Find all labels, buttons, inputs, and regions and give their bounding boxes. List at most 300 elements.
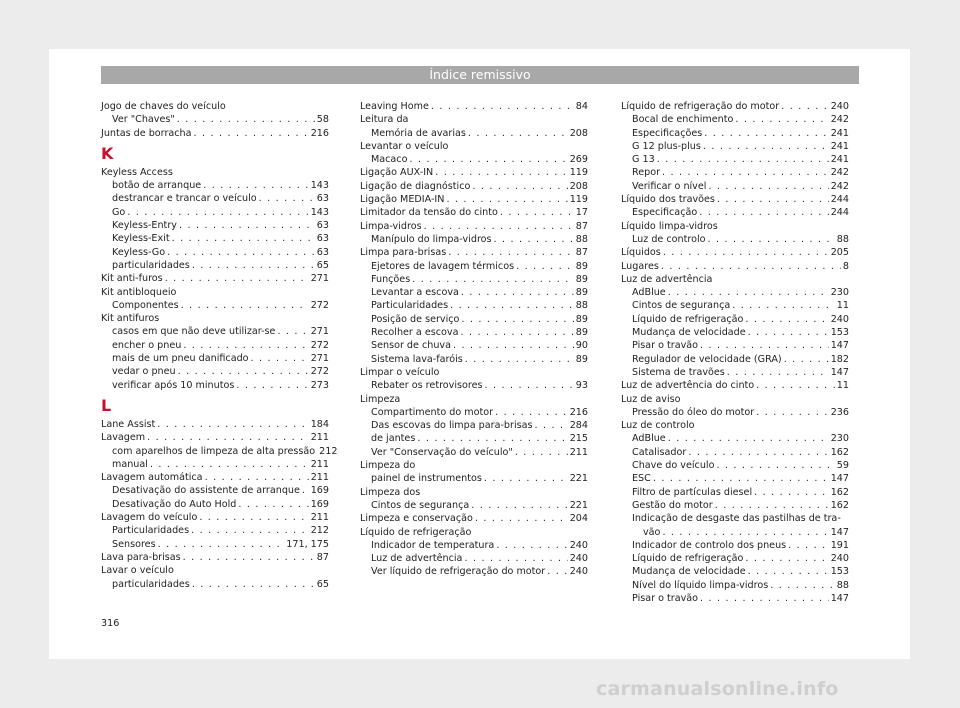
index-entry — [101, 299, 329, 312]
index-entry — [621, 233, 849, 246]
index-entry-term: Lugares — [621, 260, 659, 272]
dot-leader — [708, 233, 835, 246]
index-entry-term: destrancar e trancar o veículo — [112, 193, 257, 205]
index-entry — [360, 286, 588, 299]
index-entry-term: Luz de advertência do cinto — [621, 380, 755, 392]
index-entry-page: 221 — [569, 499, 588, 511]
dot-leader — [465, 353, 574, 366]
index-entry-term: Sensores — [112, 538, 156, 550]
dot-leader — [496, 539, 567, 552]
index-entry-term: casos em que não deve utilizar-se — [112, 326, 276, 338]
index-entry-page: 230 — [830, 287, 849, 299]
dot-leader — [788, 539, 829, 552]
index-heading: Kit antibloqueio — [101, 286, 177, 298]
index-entry-page: 11 — [836, 300, 849, 312]
index-entry-term: Sistema de travões — [632, 366, 725, 378]
index-entry — [360, 100, 588, 113]
index-entry-term: Desativação do assistente de arranque — [112, 485, 300, 497]
index-entry-term: mais de um pneu danificado — [112, 353, 249, 365]
dot-leader — [464, 552, 567, 565]
index-entry-term: Líquido dos travões — [621, 194, 715, 206]
index-entry — [621, 526, 849, 539]
index-entry-term: Go — [112, 206, 126, 218]
index-entry-term: Limpa-vidros — [360, 220, 422, 232]
index-entry — [101, 127, 329, 140]
index-entry-term: Filtro de partículas diesel — [632, 486, 753, 498]
index-entry — [360, 552, 588, 565]
dot-leader — [424, 220, 574, 233]
dot-leader — [194, 127, 309, 140]
index-entry-term: Líquido de refrigeração — [632, 553, 744, 565]
index-entry-page: 63 — [316, 246, 329, 258]
index-entry-page: 88 — [836, 579, 849, 591]
index-entry-page: 162 — [830, 446, 849, 458]
index-entry — [360, 246, 588, 259]
index-entry-page: 241 — [830, 140, 849, 152]
dot-leader — [181, 299, 309, 312]
index-entry-page: 89 — [575, 287, 588, 299]
index-entry — [360, 153, 588, 166]
dot-leader — [781, 100, 828, 113]
index-entry — [360, 353, 588, 366]
index-entry-page: 119 — [569, 194, 588, 206]
index-entry-term: Lavagem automática — [101, 472, 203, 484]
dot-leader — [179, 219, 315, 232]
dot-leader — [409, 153, 567, 166]
index-entry-page: 162 — [830, 486, 849, 498]
index-entry — [621, 206, 849, 219]
dot-leader — [431, 100, 574, 113]
index-heading: Limpeza dos — [360, 486, 421, 498]
dot-leader — [735, 113, 828, 126]
index-entry-page: 89 — [575, 260, 588, 272]
index-entry-term: Limpeza e conservação — [360, 513, 473, 525]
index-entry-page: 147 — [830, 340, 849, 352]
index-entry-term: AdBlue — [632, 433, 666, 445]
index-entry — [101, 339, 329, 352]
index-entry — [101, 431, 329, 444]
dot-leader — [662, 526, 828, 539]
index-entry — [621, 299, 849, 312]
index-entry-page: 89 — [575, 353, 588, 365]
index-entry — [360, 260, 588, 273]
index-entry — [360, 339, 588, 352]
dot-leader — [192, 578, 315, 591]
index-entry-page: 58 — [316, 114, 329, 126]
index-entry-page: 65 — [316, 578, 329, 590]
index-entry-page: 182 — [830, 353, 849, 365]
index-entry-term: Ligação AUX-IN — [360, 167, 434, 179]
dot-leader — [167, 246, 315, 259]
index-entry-term: Pressão do óleo do motor — [632, 406, 755, 418]
index-entry — [360, 273, 588, 286]
index-entry-page: 271 — [310, 353, 329, 365]
index-entry — [360, 326, 588, 339]
dot-leader — [748, 565, 829, 578]
index-entry-term: vedar o pneu — [112, 366, 176, 378]
index-entry-term: Sistema lava-faróis — [371, 353, 463, 365]
index-entry-term: Especificações — [632, 127, 703, 139]
dot-leader — [663, 246, 829, 259]
dot-leader — [178, 365, 309, 378]
index-entry-term: Macaco — [371, 154, 408, 166]
index-entry-term: Ligação de diagnóstico — [360, 180, 471, 192]
index-entry-page: 162 — [830, 499, 849, 511]
index-entry-page: 88 — [575, 233, 588, 245]
index-entry — [360, 446, 588, 459]
dot-leader — [708, 180, 828, 193]
dot-leader — [756, 379, 835, 392]
index-entry — [101, 471, 329, 484]
index-entry-page: 143 — [310, 206, 329, 218]
index-entry — [621, 153, 849, 166]
index-entry-term: Keyless-Go — [112, 246, 166, 258]
index-entry — [621, 499, 849, 512]
index-entry — [101, 578, 329, 591]
index-entry-page: 240 — [830, 553, 849, 565]
dot-leader — [238, 498, 308, 511]
dot-leader — [471, 499, 567, 512]
dot-leader — [653, 472, 829, 485]
index-entry-page: 212 — [319, 445, 338, 457]
index-entry — [621, 539, 849, 552]
index-entry-page: 88 — [575, 300, 588, 312]
index-entry-term: painel de instrumentos — [371, 473, 482, 485]
index-entry-page: 216 — [569, 406, 588, 418]
dot-leader — [460, 326, 573, 339]
index-entry-page: 205 — [830, 247, 849, 259]
index-entry-page: 169 — [310, 485, 329, 497]
index-entry-term: Pisar o travão — [632, 340, 699, 352]
index-entry — [101, 551, 329, 564]
index-entry — [360, 220, 588, 233]
index-entry-page: 271 — [310, 273, 329, 285]
dot-leader — [468, 127, 568, 140]
index-entry-term: Limpa para-brisas — [360, 247, 447, 259]
dot-leader — [203, 179, 308, 192]
index-entry-term: Manípulo do limpa-vidros — [371, 233, 492, 245]
index-entry-page: 153 — [830, 327, 849, 339]
index-letter-heading: L — [101, 395, 112, 415]
index-entry-page: 87 — [316, 551, 329, 563]
index-heading: Indicação de desgaste das pastilhas de tra- — [632, 513, 841, 525]
index-heading: Luz de aviso — [621, 393, 681, 405]
index-entry — [621, 260, 849, 273]
index-entry — [621, 180, 849, 193]
dot-leader — [748, 326, 829, 339]
index-entry-term: particularidades — [112, 578, 190, 590]
dot-leader — [668, 432, 829, 445]
index-entry — [360, 379, 588, 392]
index-entry — [360, 313, 588, 326]
dot-leader — [495, 406, 568, 419]
index-entry-page: 90 — [575, 340, 588, 352]
index-entry-term: Lava para-brisas — [101, 551, 181, 563]
index-entry — [360, 406, 588, 419]
dot-leader — [259, 192, 315, 205]
index-entry-page: 147 — [830, 592, 849, 604]
index-entry-page: 272 — [310, 339, 329, 351]
index-heading: Jogo de chaves do veículo — [101, 101, 226, 112]
index-entry-page: 240 — [830, 101, 849, 112]
index-entry — [360, 193, 588, 206]
index-entry — [621, 100, 849, 113]
index-entry — [621, 326, 849, 339]
index-entry-term: Limitador da tensão do cinto — [360, 207, 498, 219]
index-entry-term: Memória de avarias — [371, 127, 466, 139]
index-entry — [621, 193, 849, 206]
dot-leader — [662, 166, 829, 179]
index-entry — [101, 498, 329, 511]
dot-leader — [547, 565, 567, 578]
index-entry-term: Leaving Home — [360, 101, 429, 112]
index-entry-term: Cintos de segurança — [632, 300, 731, 312]
index-entry — [101, 484, 329, 497]
index-entry-page: 84 — [575, 101, 588, 112]
dot-leader — [251, 352, 309, 365]
dot-leader — [157, 418, 308, 431]
index-entry-term: Rebater os retrovisores — [371, 380, 483, 392]
index-entry-page: 211 — [310, 432, 329, 444]
index-entry-page: 271 — [310, 326, 329, 338]
index-entry-term: Luz de controlo — [632, 233, 706, 245]
index-entry-page: 240 — [569, 553, 588, 565]
index-entry — [621, 552, 849, 565]
index-entry-page: 147 — [830, 526, 849, 538]
index-entry-page: 153 — [830, 566, 849, 578]
page-number: 316 — [101, 618, 120, 629]
dot-leader — [535, 419, 568, 432]
dot-leader — [191, 524, 309, 537]
index-entry-term: Luz de advertência — [371, 553, 463, 565]
index-entry — [101, 445, 338, 458]
index-entry-term: Especificação — [632, 207, 698, 219]
index-entry — [360, 180, 588, 193]
index-entry-page: 59 — [836, 460, 849, 472]
index-entry-term: AdBlue — [632, 287, 666, 299]
index-entry-term: Keyless-Entry — [112, 220, 177, 232]
dot-leader — [461, 313, 573, 326]
index-letter-heading: K — [101, 143, 114, 163]
index-entry-page: 171, 175 — [286, 538, 329, 550]
index-entry-term: Líquidos — [621, 247, 661, 259]
index-entry-term: Líquido de refrigeração do motor — [621, 101, 780, 112]
index-entry — [360, 166, 588, 179]
index-entry-page: 8 — [842, 260, 849, 272]
index-entry-page: 17 — [575, 207, 588, 219]
index-entry-page: 208 — [569, 127, 588, 139]
index-entry-page: 272 — [310, 366, 329, 378]
index-heading: Lavar o veículo — [101, 565, 174, 577]
index-entry-term: Lavagem — [101, 432, 146, 444]
index-entry-term: Das escovas do limpa para-brisas — [371, 420, 533, 432]
index-entry-page: 211 — [569, 446, 588, 458]
index-entry-page: 216 — [310, 127, 329, 139]
dot-leader — [150, 458, 309, 471]
index-entry-term: Lane Assist — [101, 418, 156, 430]
index-column-2 — [360, 100, 588, 579]
index-entry — [621, 432, 849, 445]
index-entry-term: Lavagem do veículo — [101, 512, 198, 524]
index-entry-term: Regulador de velocidade (GRA) — [632, 353, 782, 365]
index-entry — [360, 419, 588, 432]
index-entry-term: Levantar a escova — [371, 287, 459, 299]
index-entry-page: 143 — [310, 180, 329, 192]
dot-leader — [302, 484, 309, 497]
index-entry-page: 211 — [310, 472, 329, 484]
index-heading: Kit antifuros — [101, 313, 160, 325]
index-entry-page: 87 — [575, 220, 588, 232]
index-entry-term: Líquido de refrigeração — [632, 313, 744, 325]
index-entry-page: 240 — [569, 566, 588, 578]
index-entry-term: Catalisador — [632, 446, 687, 458]
index-entry — [360, 499, 588, 512]
index-entry-page: 284 — [569, 420, 588, 432]
dot-leader — [205, 471, 309, 484]
index-entry-page: 244 — [830, 194, 849, 206]
dot-leader — [754, 486, 829, 499]
index-entry-page: 240 — [569, 539, 588, 551]
dot-leader — [412, 273, 574, 286]
dot-leader — [484, 472, 568, 485]
dot-leader — [500, 206, 574, 219]
index-heading: Líquido limpa-vidros — [621, 220, 718, 232]
index-entry-term: Juntas de borracha — [101, 127, 192, 139]
index-entry-term: Sensor de chuva — [371, 340, 451, 352]
index-entry — [621, 353, 849, 366]
index-entry-page: 87 — [575, 247, 588, 259]
index-entry-page: 208 — [569, 180, 588, 192]
index-entry — [101, 219, 329, 232]
index-entry — [621, 313, 849, 326]
dot-leader — [277, 325, 308, 338]
index-entry-term: Compartimento do motor — [371, 406, 494, 418]
index-entry-page: 119 — [569, 167, 588, 179]
dot-leader — [435, 166, 567, 179]
index-entry-page: 65 — [316, 259, 329, 271]
dot-leader — [727, 366, 829, 379]
index-entry — [101, 206, 329, 219]
index-entry-term: com aparelhos de limpeza de alta pressão — [112, 445, 316, 457]
index-entry-page: 169 — [310, 498, 329, 510]
index-entry-term: Pisar o travão — [632, 592, 699, 604]
index-entry-page: 221 — [569, 473, 588, 485]
dot-leader — [172, 232, 315, 245]
index-entry — [621, 127, 849, 140]
index-entry-term: Bocal de enchimento — [632, 114, 734, 126]
dot-leader — [450, 299, 574, 312]
index-heading: Limpeza do — [360, 460, 416, 472]
dot-leader — [475, 512, 568, 525]
dot-leader — [704, 127, 828, 140]
index-entry-page: 273 — [310, 379, 329, 391]
index-entry — [101, 192, 329, 205]
index-entry-term: Particularidades — [112, 525, 190, 537]
page-header: Índice remissivo — [101, 66, 859, 84]
index-entry — [101, 272, 329, 285]
index-entry-term: Ver líquido de refrigeração do motor — [371, 566, 546, 578]
index-entry-page: 89 — [575, 327, 588, 339]
dot-leader — [199, 511, 308, 524]
index-entry-term: Particularidades — [371, 300, 449, 312]
index-heading: Limpar o veículo — [360, 366, 440, 378]
dot-leader — [183, 339, 308, 352]
index-heading: Limpeza — [360, 393, 401, 405]
dot-leader — [183, 551, 315, 564]
index-column-1 — [101, 100, 338, 591]
index-entry-term: Nível do líquido limpa-vidros — [632, 579, 769, 591]
index-entry — [621, 113, 849, 126]
index-entry-term: encher o pneu — [112, 339, 182, 351]
index-entry-page: 272 — [310, 299, 329, 311]
dot-leader — [516, 260, 574, 273]
dot-leader — [745, 552, 828, 565]
index-entry — [621, 592, 849, 605]
index-entry-page: 236 — [830, 406, 849, 418]
dot-leader — [716, 459, 834, 472]
index-entry — [101, 379, 329, 392]
index-entry-term: de jantes — [371, 433, 416, 445]
index-entry — [360, 299, 588, 312]
index-column-3 — [621, 100, 849, 605]
index-entry — [360, 233, 588, 246]
index-entry — [360, 127, 588, 140]
index-entry — [101, 179, 329, 192]
index-entry-page: 242 — [830, 114, 849, 126]
dot-leader — [165, 272, 309, 285]
index-entry — [621, 339, 849, 352]
dot-leader — [700, 339, 829, 352]
index-entry-page: 215 — [569, 433, 588, 445]
index-entry-term: particularidades — [112, 259, 190, 271]
index-entry-page: 230 — [830, 433, 849, 445]
index-entry-page: 89 — [575, 313, 588, 325]
dot-leader — [453, 339, 574, 352]
index-entry — [101, 511, 329, 524]
index-entry-term: Repor — [632, 167, 661, 179]
index-entry-term: Cintos de segurança — [371, 499, 470, 511]
index-entry-page: 88 — [836, 233, 849, 245]
dot-leader — [236, 379, 308, 392]
index-entry-page: 242 — [830, 180, 849, 192]
dot-leader — [417, 432, 567, 445]
index-entry — [621, 472, 849, 485]
index-entry-page: 204 — [569, 513, 588, 525]
index-entry-term: Ver "Conservação do veículo" — [371, 446, 513, 458]
index-entry — [621, 579, 849, 592]
index-entry-term: Verificar o nível — [632, 180, 707, 192]
index-entry-term: Kit anti-furos — [101, 273, 163, 285]
index-entry-term: vão — [643, 526, 661, 538]
dot-leader — [461, 286, 574, 299]
index-entry — [360, 472, 588, 485]
dot-leader — [515, 446, 568, 459]
watermark-logo: carmanualsonline.info — [596, 678, 839, 700]
index-entry — [360, 539, 588, 552]
index-entry-term: Ejetores de lavagem térmicos — [371, 260, 515, 272]
index-entry — [621, 366, 849, 379]
index-heading: Keyless Access — [101, 166, 173, 178]
index-entry-page: 191 — [830, 539, 849, 551]
dot-leader — [770, 579, 835, 592]
dot-leader — [688, 446, 828, 459]
index-entry — [621, 459, 849, 472]
index-entry — [360, 512, 588, 525]
index-entry — [101, 524, 329, 537]
index-entry — [360, 432, 588, 445]
dot-leader — [715, 499, 829, 512]
dot-leader — [668, 286, 829, 299]
